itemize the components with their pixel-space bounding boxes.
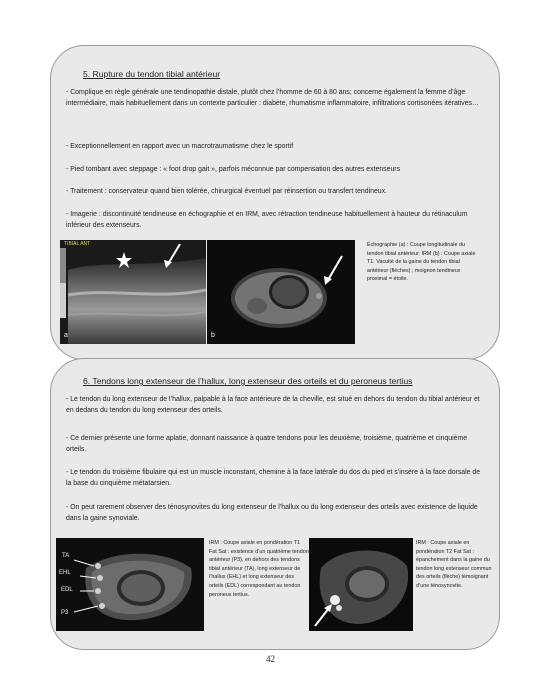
section-6-paragraph-3: - Le tendon du troisième fibulaire qui est un muscle inconstant, chemine à la face latérale du dos du pied et s’insère à la face dorsale de la base du cinquième métatarsien. bbox=[66, 469, 481, 487]
caption-left-mri: IRM : Coupe axiale en pondération T1 Fat Sat : existence d’un quatrième tendon antérieur (P3), en dehors des tendons tibial antérieur (TA), long extenseur de l’hallux (EHL) et long extenseur des orteils (EDL) correspondant au tendon peroneus tertius. bbox=[209, 540, 309, 598]
mri-axial-graphic bbox=[207, 240, 355, 344]
section-5-image-caption: Échographie (a) : Coupe longitudinale du tendon tibial antérieur. IRM (b) : Coupe axiale T1. Vacuité de la gaine du tendon tibial antérieur (flèches) ; moignon tendineux proximal = étoile. bbox=[367, 242, 476, 283]
ultrasound-overlay-label: TIBIAL ANT bbox=[64, 241, 91, 247]
label-ehl: EHL bbox=[59, 570, 71, 576]
mri-t1-graphic bbox=[56, 538, 204, 631]
ultrasound-image-a bbox=[60, 240, 206, 344]
page-number: 42 bbox=[266, 654, 275, 664]
image-a-label: a bbox=[64, 332, 68, 339]
image-b-label: b bbox=[211, 332, 215, 339]
section-5-paragraph-4: - Traitement : conservateur quand bien tolérée, chirurgical éventuel par réinsertion ou transfert tendineux. bbox=[66, 188, 387, 195]
mri-t1-fatsat-image bbox=[56, 538, 204, 631]
label-p3: P3 bbox=[61, 610, 69, 616]
section-6-paragraph-4: - On peut rarement observer des ténosynovites du long extenseur de l’hallux ou du long extenseur des orteils avec existence de liquide dans la gaine synoviale. bbox=[66, 504, 478, 522]
section-6-paragraph-1: - Le tendon du long extenseur de l’hallux, palpable à la face antérieure de la cheville, est situé en dehors du tendon du tibial antérieur et en dedans du tendon du long extenseur des orteils. bbox=[66, 396, 480, 414]
section-5-paragraph-5: - Imagerie : discontinuité tendineuse en échographie et en IRM, avec rétraction tendineuse habituellement à hauteur du rétinaculum inférieur des extenseurs. bbox=[66, 211, 468, 229]
label-ta: TA bbox=[62, 553, 70, 559]
caption-right-mri: IRM : Coupe axiale en pondération T2 Fat Sat : épanchement dans la gaine du tendon long extenseur commun des orteils (flèche) témoignant d’une ténosynovite. bbox=[416, 540, 492, 589]
mri-image-b bbox=[207, 240, 355, 344]
section-5-title: 5. Rupture du tendon tibial antérieur bbox=[83, 69, 221, 79]
mri-t2-fatsat-image bbox=[309, 538, 413, 631]
section-5-paragraph-3: - Pied tombant avec steppage : « foot drop gait », parfois méconnue par compensation des autres extenseurs bbox=[66, 166, 401, 173]
mri-t2-graphic bbox=[309, 538, 413, 631]
ultrasound-graphic bbox=[60, 240, 206, 344]
section-6-paragraph-2: - Ce dernier présente une forme aplatie, donnant naissance à quatre tendons pour les deuxième, troisième, quatrième et cinquième orteils. bbox=[66, 435, 468, 453]
label-edl: EDL bbox=[61, 587, 73, 593]
section-6-title: 6. Tendons long extenseur de l’hallux, long extenseur des orteils et du peroneus tertius bbox=[83, 376, 413, 386]
section-5-paragraph-2: - Exceptionnellement en rapport avec un macrotraumatisme chez le sportif bbox=[66, 143, 294, 150]
section-5-paragraph-1: - Complique en règle générale une tendinopathie distale, plutôt chez l’homme de 60 à 80 ans; concerne également la femme d’âge intermédiaire, mais habituellement dans un contexte particulier : diabète, rhumatisme inflammatoire, infiltrations cortisonées itératives… bbox=[66, 89, 479, 107]
